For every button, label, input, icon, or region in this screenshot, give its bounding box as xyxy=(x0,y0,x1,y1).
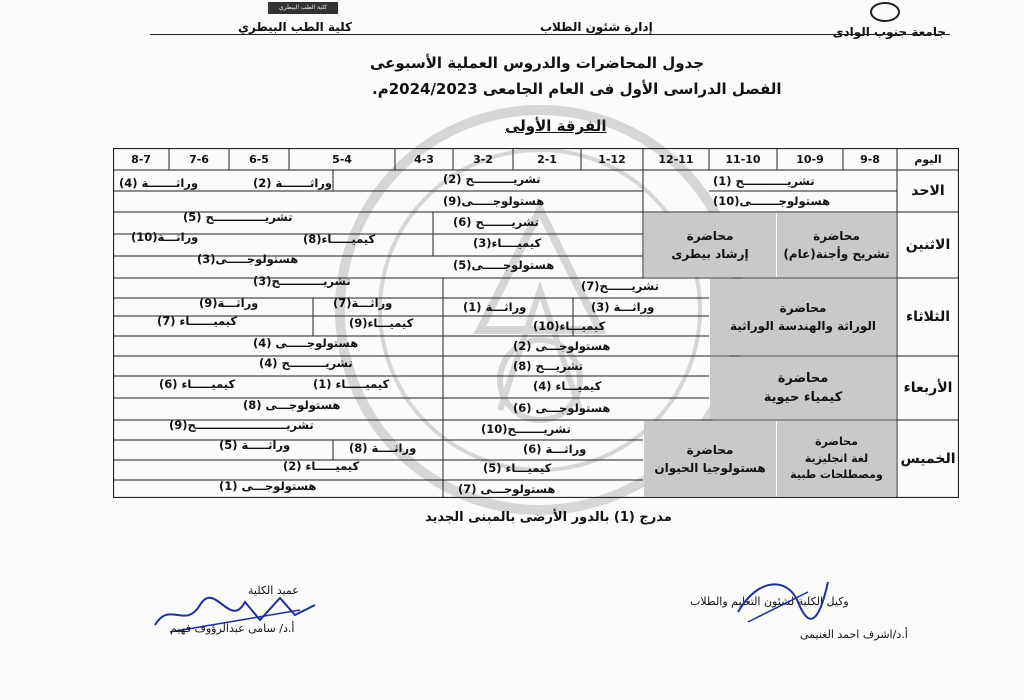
slot-header: 6-5 xyxy=(249,152,269,166)
slot-header: 3-2 xyxy=(473,152,493,166)
practical-entry: تشريــــــــــح (2) xyxy=(443,172,541,186)
faculty-logo-strip: كلية الطب البيطري xyxy=(268,2,338,14)
semester-title: الفصل الدراسى الأول فى العام الجامعى 2024/2023م. xyxy=(372,80,782,98)
practical-entry: كيميـــــاء (2) xyxy=(283,459,360,473)
slot-header: 2-1 xyxy=(537,152,557,166)
slot-header: 12-11 xyxy=(658,152,694,166)
department-name: إدارة شئون الطلاب xyxy=(540,20,653,34)
practical-entry: هستولوجـــى (8) xyxy=(243,398,341,412)
lecture-subject: الوراثة والهندسة الوراثية xyxy=(729,319,877,333)
practical-entry: هستولوجـــى (1) xyxy=(219,479,317,493)
practical-entry: تشريــــــح(7) xyxy=(581,279,659,293)
practical-entry: وراثـــــــة (2) xyxy=(253,176,333,190)
slot-header: 11-10 xyxy=(725,152,761,166)
day-column-header: اليوم xyxy=(914,152,942,166)
lecture-subject: إرشاد بيطرى xyxy=(671,247,749,261)
slot-header: 1-12 xyxy=(598,152,626,166)
practical-entry: هستولوجـــــى(3) xyxy=(197,252,299,266)
practical-entry: تشريـــح (8) xyxy=(513,359,584,373)
practical-entry: تشريـــــــح (6) xyxy=(453,215,539,229)
practical-entry: تشريـــــــــــــح (5) xyxy=(183,210,293,224)
practical-entry: كيميـــاء(10) xyxy=(533,319,606,333)
lecture-subject: هستولوجيا الحيوان xyxy=(654,461,766,475)
practical-entry: هستولوجـــى (6) xyxy=(513,401,611,415)
location-note: مدرج (1) بالدور الأرضى بالمبنى الجديد xyxy=(425,510,672,525)
practical-entry: هستولوجـــى (7) xyxy=(458,482,556,496)
practical-entry: وراثـــة (6) xyxy=(523,442,587,456)
dean-name: أ.د/ سامى عبدالرؤوف فهيم xyxy=(170,622,295,635)
practical-entry: كيميــــاء(3) xyxy=(473,236,542,250)
lecture-title: محاضرة xyxy=(815,435,858,449)
practical-entry: وراثـــــــة (4) xyxy=(119,176,199,190)
vice-dean-signature-icon xyxy=(728,572,838,632)
lecture-title: محاضرة xyxy=(777,370,829,386)
practical-entry: كيميـــاء (5) xyxy=(483,461,552,475)
day-label-wednesday: الأربعاء xyxy=(903,380,953,396)
lecture-block xyxy=(644,213,776,277)
practical-entry: كيميـــاء(9) xyxy=(349,316,414,330)
timetable xyxy=(113,148,959,498)
practical-entry: كيميــــــاء (7) xyxy=(157,314,238,328)
practical-entry: كيميـــاء (4) xyxy=(533,379,602,393)
practical-entry: وراثـــة (3) xyxy=(591,300,655,314)
university-logo-icon xyxy=(870,2,900,22)
practical-entry: كيميـــــاء(8) xyxy=(303,232,376,246)
practical-entry: هستولوجـــــى (4) xyxy=(253,336,359,350)
lecture-block xyxy=(777,213,896,277)
lecture-title: محاضرة xyxy=(813,229,860,243)
practical-entry: وراثــــة (8) xyxy=(349,441,417,455)
vice-dean-title: وكيل الكلية لشئون التعليم والطلاب xyxy=(690,595,849,608)
practical-entry: هستولوجـــــى(9) xyxy=(443,194,545,208)
practical-entry: تشريـــــــــــح(3) xyxy=(253,274,351,288)
lecture-subject-line: لغة انجليزية xyxy=(804,451,869,465)
practical-entry: كيميـــــاء (1) xyxy=(313,377,390,391)
day-label-tuesday: الثلاثاء xyxy=(905,309,951,325)
slot-header: 9-8 xyxy=(860,152,880,166)
practical-entry: تشريـــــــــــح (1) xyxy=(713,174,815,188)
practical-entry: وراثـــة(9) xyxy=(199,296,259,310)
practical-entry: هستولوجـــــى(5) xyxy=(453,258,555,272)
slot-header: 7-6 xyxy=(189,152,209,166)
lecture-title: محاضرة xyxy=(686,229,734,243)
practical-entry: هستولوجـــى (2) xyxy=(513,339,611,353)
lecture-block xyxy=(777,421,896,497)
lecture-title: محاضرة xyxy=(779,301,827,315)
lecture-subject: كيمياء حيوية xyxy=(763,390,843,405)
practical-entry: وراثـــة (1) xyxy=(463,300,527,314)
slot-header: 4-3 xyxy=(414,152,434,166)
lecture-subject-line: ومصطلحات طبية xyxy=(790,468,883,482)
practical-entry: وراثـــة(7) xyxy=(333,296,393,310)
slot-header: 5-4 xyxy=(332,152,352,166)
practical-entry: هستولوجـــــــى(10) xyxy=(713,194,831,208)
practical-entry: تشريـــــــــــــــــــــــح(9) xyxy=(169,418,314,432)
header-divider xyxy=(150,34,950,35)
practical-entry: وراثـــة(10) xyxy=(131,230,199,244)
level-title: الفرقة الأولى xyxy=(505,117,607,135)
slot-header: 10-9 xyxy=(796,152,824,166)
practical-entry: تشريـــــــح(10) xyxy=(481,422,571,436)
dean-title: عميد الكلية xyxy=(248,584,299,597)
practical-entry: تشريـــــــــح (4) xyxy=(259,356,353,370)
university-name: جامعة جنوب الوادى xyxy=(832,25,946,39)
lecture-block xyxy=(644,421,776,497)
day-label-thursday: الخميس xyxy=(900,451,956,467)
day-label-monday: الاثنين xyxy=(905,237,951,253)
lecture-block xyxy=(710,279,896,355)
day-label-sunday: الاحد xyxy=(911,183,945,199)
practical-entry: كيميـــــاء (6) xyxy=(159,377,236,391)
vice-dean-name: أ.د/اشرف احمد الغنيمى xyxy=(800,628,908,641)
schedule-title: جدول المحاضرات والدروس العملية الأسبوعى xyxy=(370,54,705,72)
lecture-title: محاضرة xyxy=(686,443,734,457)
lecture-block xyxy=(710,357,896,419)
slot-header: 8-7 xyxy=(131,152,151,166)
practical-entry: وراثـــــة (5) xyxy=(219,438,291,452)
faculty-name: كلية الطب البيطري xyxy=(238,20,352,34)
lecture-subject: تشريح وأجنة(عام) xyxy=(783,247,890,261)
